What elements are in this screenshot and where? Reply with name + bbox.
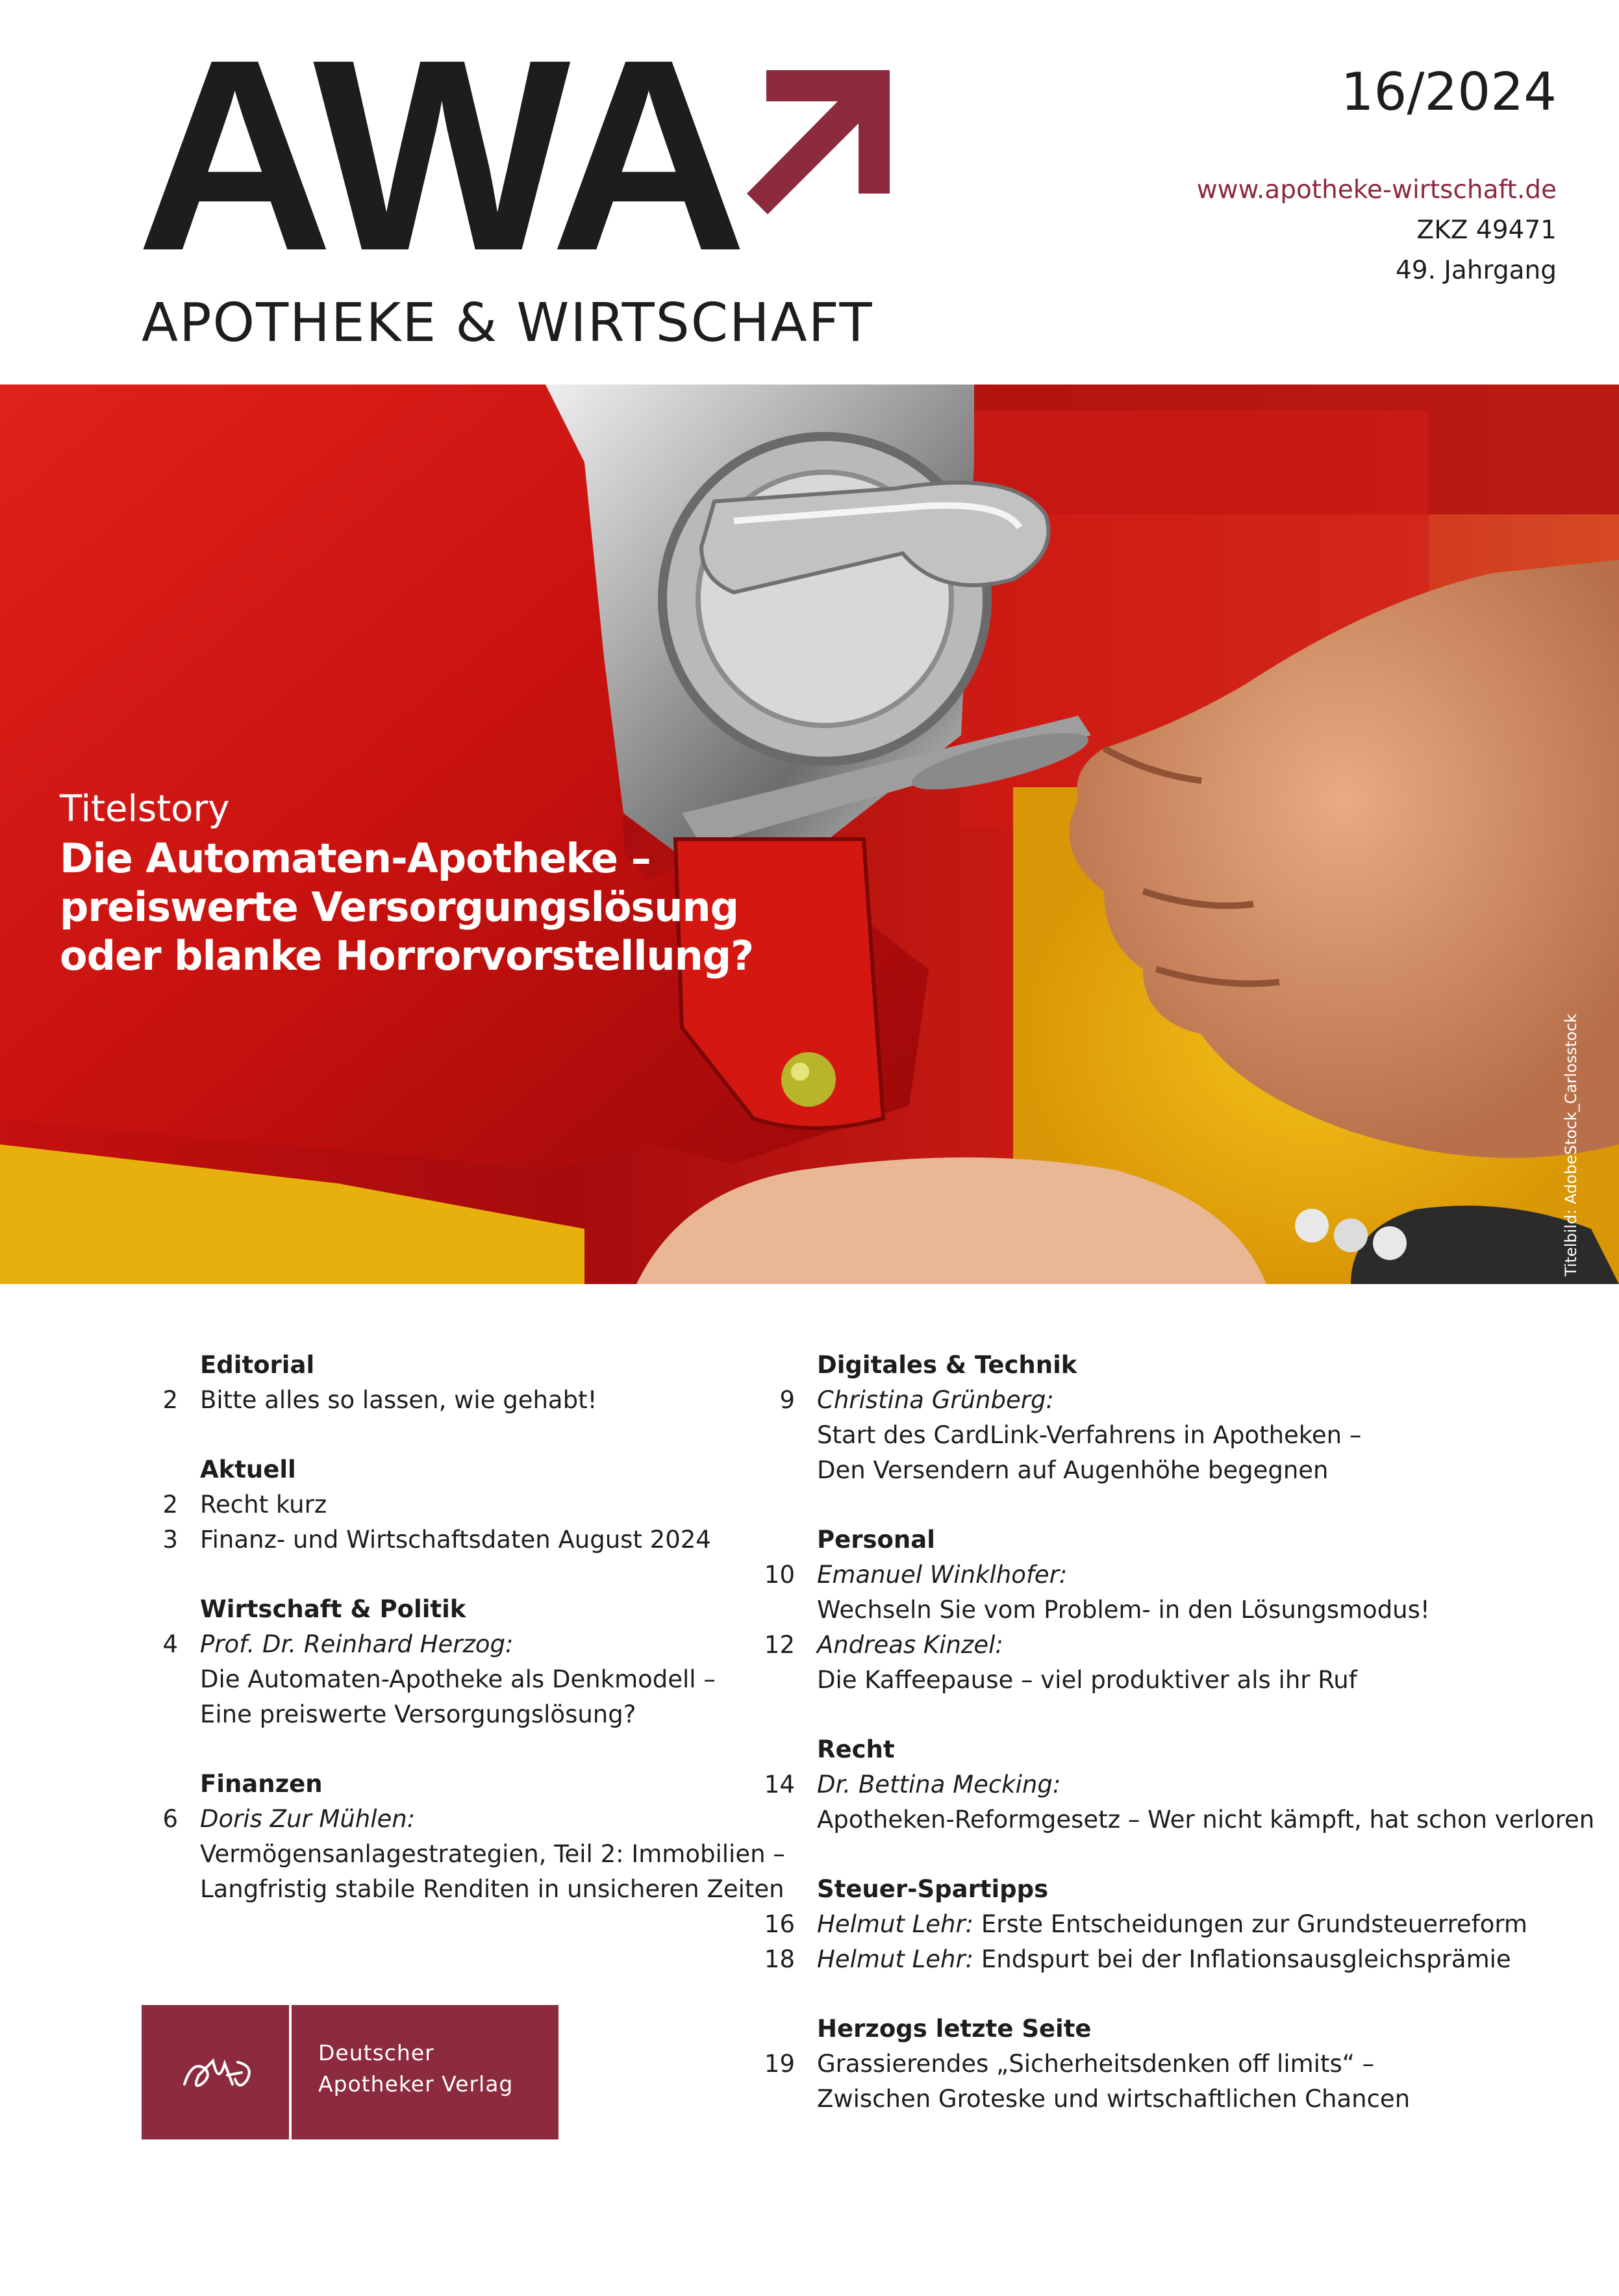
toc-entry[interactable] [764, 1942, 1594, 1977]
toc-entry-author: Helmut Lehr: [817, 1910, 974, 1938]
toc-section-heading: Wirtschaft & Politik [200, 1595, 466, 1623]
volume-label: 49. Jahrgang [1395, 256, 1557, 285]
toc-entry-title: Start des CardLink-Verfahrens in Apotheken – [817, 1421, 1362, 1449]
photo-credit: Titelbild: AdobeStock_Carlosstock [1562, 1013, 1580, 1276]
toc-section-heading: Digitales & Technik [817, 1351, 1077, 1379]
toc-page-number: 14 [764, 1771, 795, 1798]
toc-entry-author: Dr. Bettina Mecking: [817, 1771, 1061, 1798]
toc-entry-title: Endspurt bei der Inflationsausgleichsprämie [973, 1945, 1511, 1973]
masthead-meta [1197, 170, 1557, 291]
toc-page-number: 2 [162, 1386, 178, 1414]
toc-entry-title: Vermögensanlagestrategien, Teil 2: Immobilien – [200, 1840, 785, 1868]
publisher-name-line: Apotheker Verlag [318, 2071, 514, 2097]
toc-entry-title: Eine preiswerte Versorgungslösung? [200, 1700, 636, 1728]
magazine-logo: AWA [136, 3, 742, 308]
toc-section-heading: Recht [817, 1735, 895, 1763]
toc-entry-line [817, 1907, 1594, 1942]
toc-entry-line [817, 1942, 1594, 1977]
toc-entry-title: Wechseln Sie vom Problem- in den Lösungsmodus! [817, 1596, 1430, 1624]
cover-story-kicker: Titelstory [60, 788, 230, 830]
toc-entry-title: Recht kurz [200, 1491, 327, 1519]
toc-entry-title: Zwischen Groteske und wirtschaftlichen Chancen [817, 2085, 1411, 2113]
toc-page-number: 2 [162, 1491, 178, 1519]
toc-page-number: 19 [764, 2050, 795, 2078]
toc-entry[interactable] [779, 1383, 1594, 1488]
toc-entry[interactable] [162, 1487, 785, 1522]
toc-entry[interactable] [162, 1627, 785, 1732]
toc-section-heading: Editorial [200, 1351, 315, 1379]
toc-entry[interactable] [764, 1767, 1595, 1837]
logo-arrow-icon [747, 70, 890, 220]
toc-entry-author: Doris Zur Mühlen: [200, 1805, 416, 1833]
publisher-name-line: Deutscher [318, 2040, 434, 2065]
toc-entry[interactable] [764, 2047, 1594, 2117]
toc-entry-title: Erste Entscheidungen zur Grundsteuerreform [973, 1910, 1527, 1938]
toc-section-heading: Aktuell [200, 1456, 296, 1483]
toc-entry[interactable] [162, 1383, 785, 1418]
toc-entry-author: Christina Grünberg: [817, 1386, 1054, 1414]
toc-left-column [162, 1348, 785, 1907]
toc-page-number: 6 [162, 1805, 178, 1833]
toc-entry[interactable] [162, 1522, 785, 1558]
toc-page-number: 9 [779, 1386, 795, 1414]
headline-line: oder blanke Horrorvorstellung? [60, 932, 754, 979]
toc-page-number: 18 [764, 1945, 795, 1973]
zkz-number: ZKZ 49471 [1416, 216, 1557, 245]
toc-entry-title: Apotheken-Reformgesetz – Wer nicht kämpft, hat schon verloren [817, 1806, 1595, 1834]
toc-section-heading: Finanzen [200, 1770, 323, 1798]
toc-page-number: 10 [764, 1561, 795, 1589]
publisher-name [318, 2037, 513, 2100]
publisher-logo[interactable] [142, 2005, 558, 2139]
headline-line: Die Automaten-Apotheke – [60, 835, 651, 882]
toc-entry-title: Grassierendes „Sicherheitsdenken off limits“ – [817, 2050, 1375, 2078]
toc-right-column [764, 1348, 1595, 2117]
toc-entry[interactable] [764, 1558, 1594, 1628]
issue-number: 16/2024 [1340, 62, 1557, 122]
toc-page-number: 4 [162, 1630, 178, 1658]
toc-page-number: 12 [764, 1631, 795, 1659]
toc-entry-author: Helmut Lehr: [817, 1945, 974, 1973]
toc-entry-title: Die Automaten-Apotheke als Denkmodell – [200, 1665, 716, 1693]
toc-entry[interactable] [764, 1628, 1594, 1698]
toc-entry-title: Finanz- und Wirtschaftsdaten August 2024 [200, 1526, 711, 1554]
toc-entry-title: Langfristig stabile Renditen in unsicheren Zeiten [200, 1875, 784, 1903]
website-link[interactable]: www.apotheke-wirtschaft.de [1196, 175, 1557, 205]
cover-story-headline [60, 834, 753, 980]
toc-section-heading: Personal [817, 1526, 935, 1554]
toc-section-heading: Steuer-Spartipps [817, 1875, 1049, 1903]
toc-page-number: 16 [764, 1910, 795, 1938]
toc-entry-author: Prof. Dr. Reinhard Herzog: [200, 1630, 514, 1658]
toc-entry-title: Die Kaffeepause – viel produktiver als ihr Ruf [817, 1666, 1357, 1694]
toc-page-number: 3 [162, 1526, 178, 1554]
headline-line: preiswerte Versorgungslösung [60, 883, 738, 931]
toc-entry-author: Andreas Kinzel: [817, 1631, 1003, 1659]
toc-entry-author: Emanuel Winklhofer: [817, 1561, 1068, 1589]
toc-section-heading: Herzogs letzte Seite [817, 2015, 1092, 2043]
publisher-divider [289, 2005, 292, 2139]
dav-monogram-icon [179, 2047, 256, 2099]
toc-entry-title: Bitte alles so lassen, wie gehabt! [200, 1386, 597, 1414]
magazine-subtitle: APOTHEKE & WIRTSCHAFT [142, 292, 873, 354]
toc-entry-title: Den Versendern auf Augenhöhe begegnen [817, 1456, 1329, 1484]
toc-entry[interactable] [764, 1907, 1594, 1942]
cover-story[interactable] [60, 786, 753, 980]
toc-entry[interactable] [162, 1802, 785, 1907]
